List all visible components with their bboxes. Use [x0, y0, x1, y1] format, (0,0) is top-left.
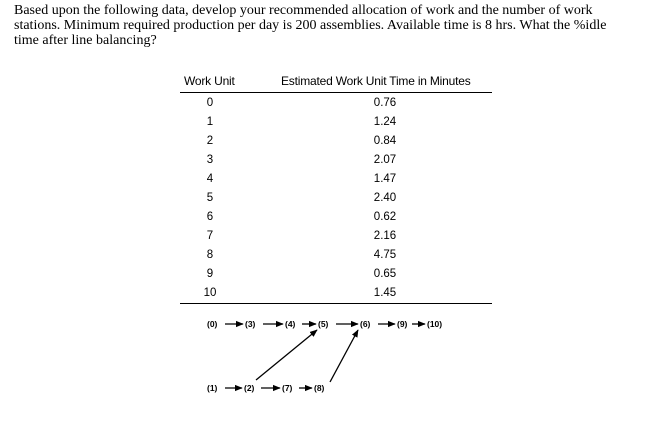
arrow-2-5 [256, 330, 317, 380]
cell-time: 1.24 [373, 116, 397, 128]
cell-unit: 6 [206, 211, 214, 223]
node-10: (10) [427, 319, 443, 329]
cell-unit: 2 [206, 135, 214, 147]
cell-time: 1.45 [373, 287, 397, 299]
node-1: (1) [207, 383, 218, 393]
cell-unit: 1 [206, 116, 214, 128]
node-0: (0) [207, 319, 218, 329]
header-time: Estimated Work Unit Time in Minutes [281, 74, 471, 88]
cell-time: 4.75 [373, 249, 397, 261]
node-7: (7) [282, 383, 293, 393]
cell-unit: 10 [203, 287, 217, 299]
cell-unit: 5 [206, 192, 214, 204]
cell-time: 2.16 [373, 230, 397, 242]
cell-unit: 0 [206, 97, 214, 109]
question-line-1: Based upon the following data, develop your recommended allocation of work and the number of work [14, 3, 593, 18]
question-line-3: time after line balancing? [14, 33, 157, 48]
cell-time: 2.07 [373, 154, 397, 166]
cell-time: 0.84 [373, 135, 397, 147]
node-2: (2) [244, 383, 255, 393]
cell-time: 0.62 [373, 211, 397, 223]
cell-unit: 9 [206, 268, 214, 280]
question-line-2: stations. Minimum required production per day is 200 assemblies. Available time is 8 hrs. What the %idle [14, 18, 607, 33]
node-3: (3) [245, 319, 256, 329]
cell-time: 2.40 [373, 192, 397, 204]
node-4: (4) [285, 319, 296, 329]
cell-unit: 3 [206, 154, 214, 166]
cell-time: 0.76 [373, 97, 397, 109]
arrow-8-6 [330, 330, 358, 382]
node-9: (9) [397, 319, 408, 329]
header-work-unit: Work Unit [184, 74, 235, 88]
cell-unit: 4 [206, 173, 214, 185]
node-8: (8) [314, 383, 325, 393]
cell-unit: 8 [206, 249, 214, 261]
cell-unit: 7 [206, 230, 214, 242]
node-5: (5) [318, 319, 329, 329]
node-6: (6) [360, 319, 371, 329]
cell-time: 1.47 [373, 173, 397, 185]
cell-time: 0.65 [373, 268, 397, 280]
